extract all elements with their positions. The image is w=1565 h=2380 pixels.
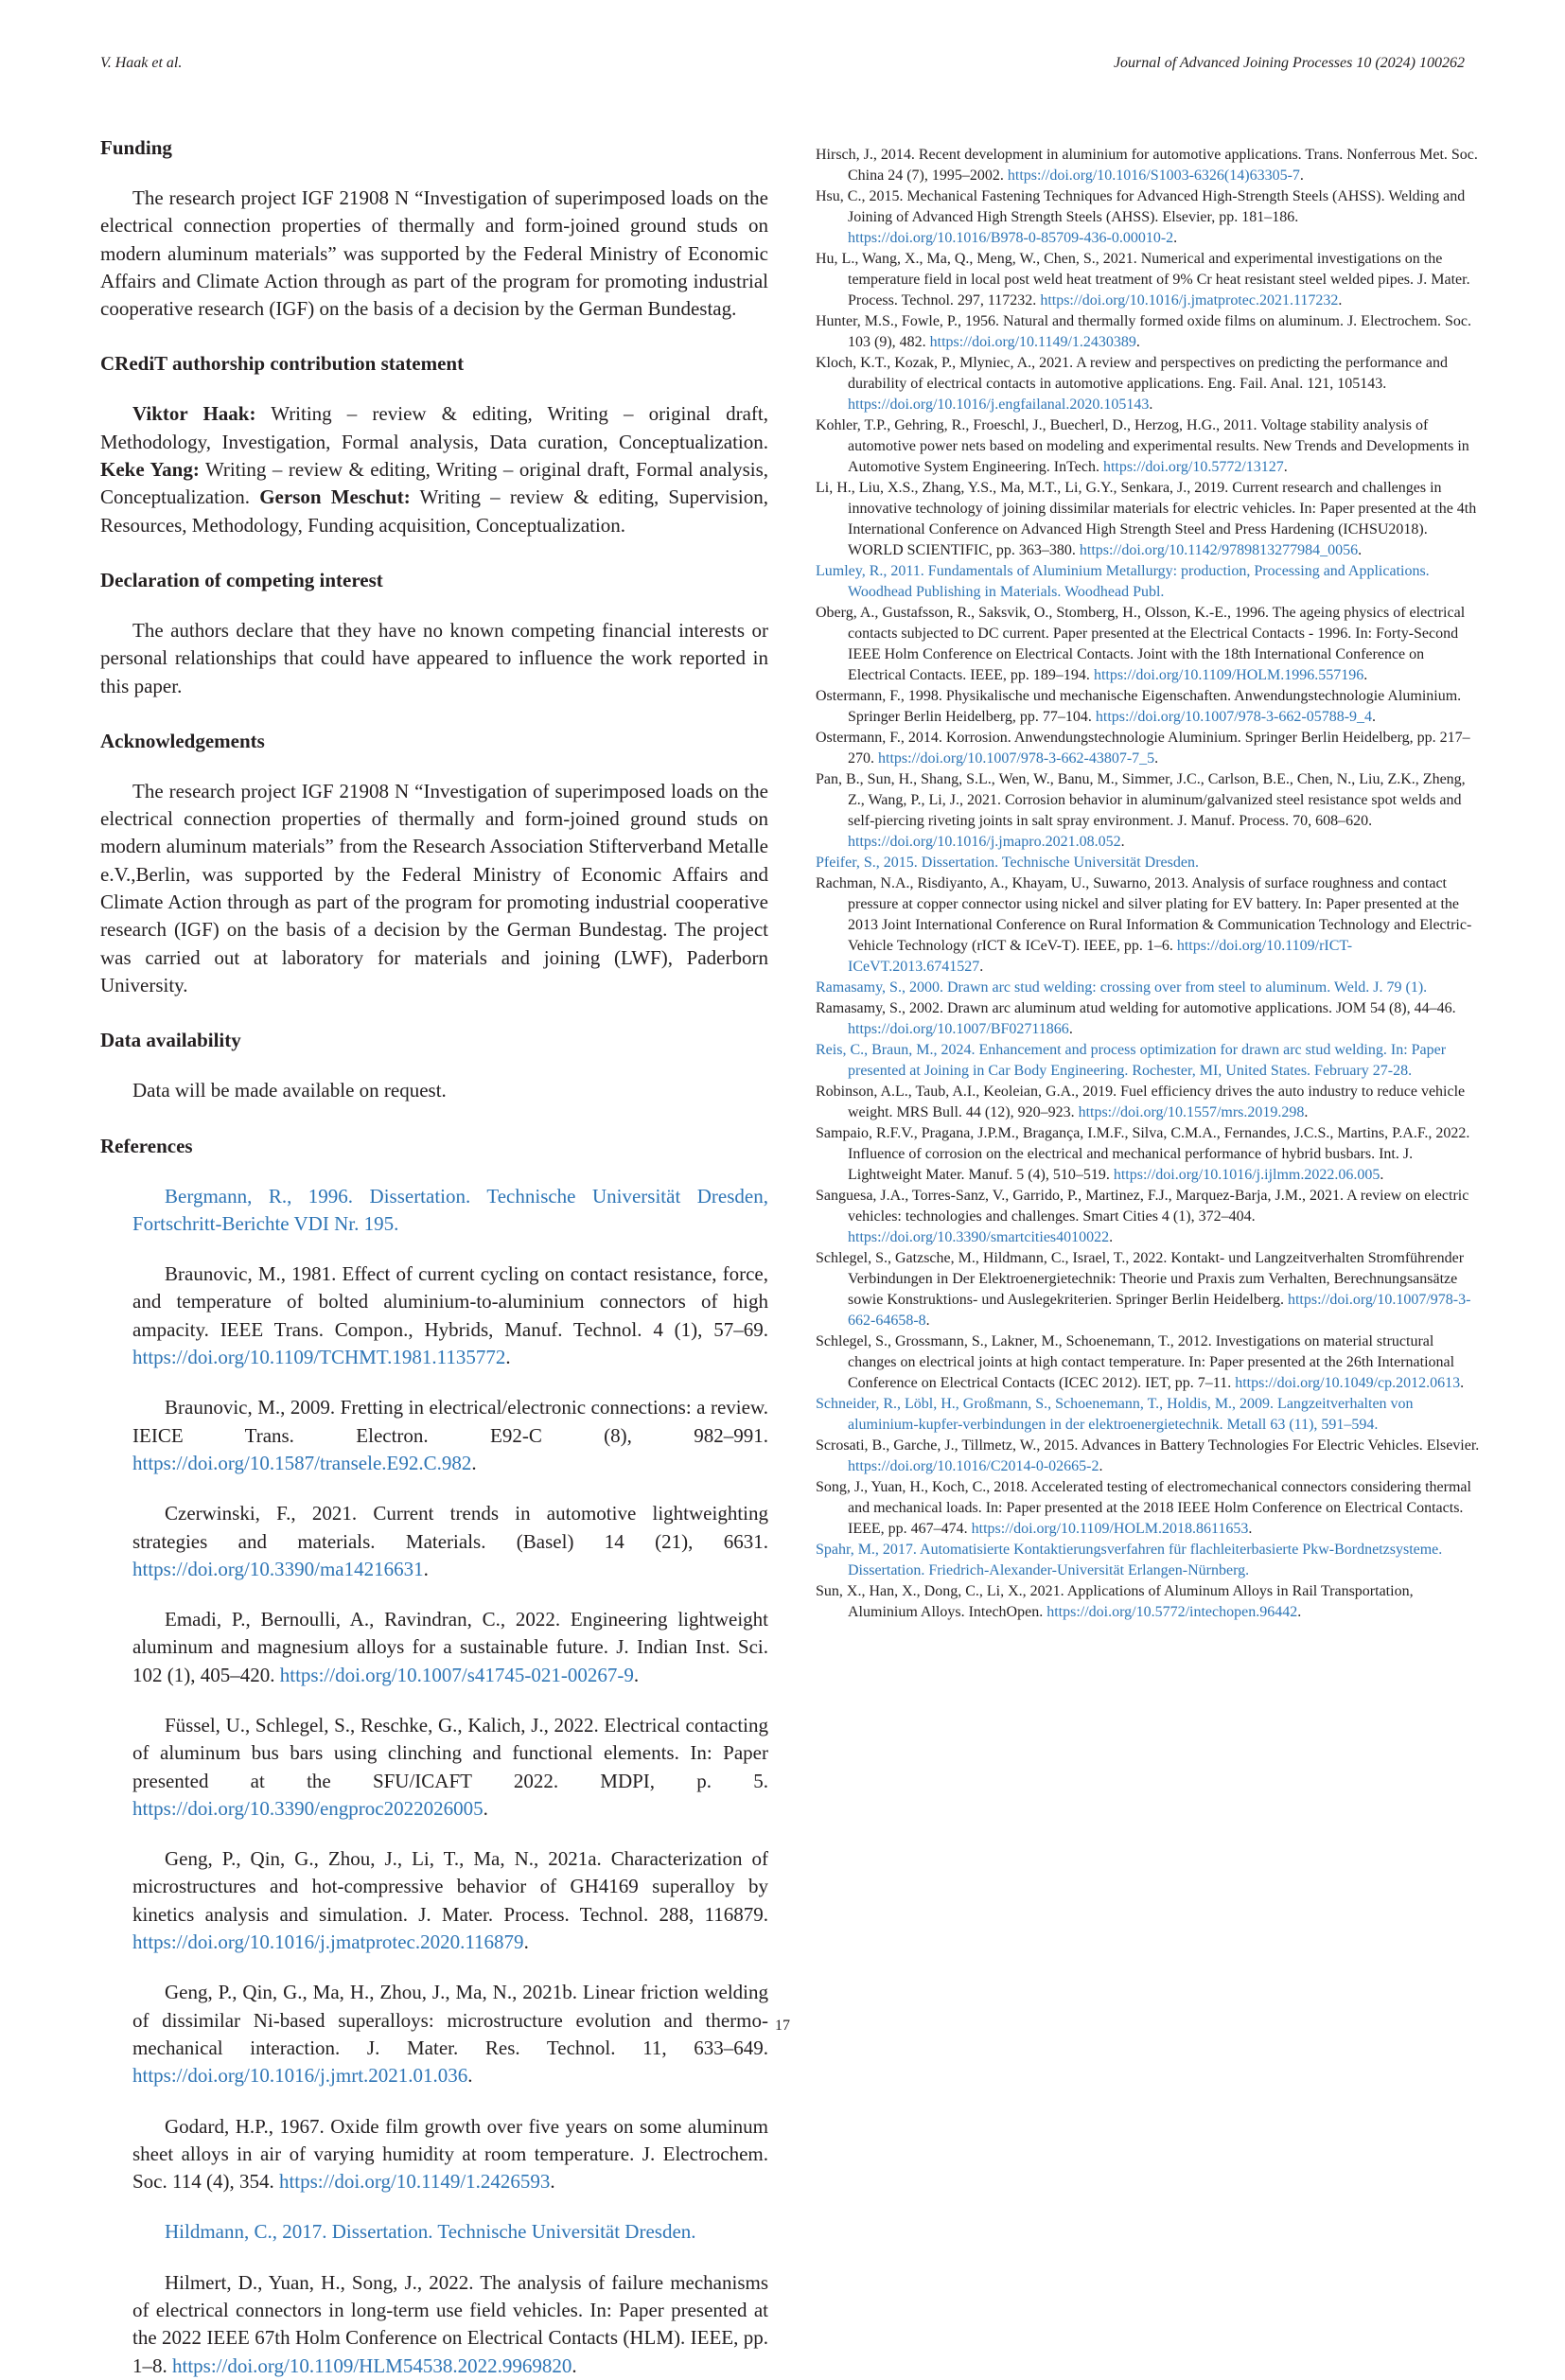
reference-doi-link[interactable]: https://doi.org/10.1049/cp.2012.0613 xyxy=(1235,1375,1461,1391)
reference-text: Füssel, U., Schlegel, S., Reschke, G., Kalich, J., 2022. Electrical contacting of aluminum bus bars using clinching and functional elements. In: Paper presented at the SFU/ICAFT 2022. MDPI, p. 5. xyxy=(132,1713,768,1792)
reference-item: Ostermann, F., 1998. Physikalische und mechanische Eigenschaften. Anwendungstechnologie Aluminium. Springer Berlin Heidelberg, pp. 77–104. https://doi.org/10.1007/978-3-662-05788-9_4. xyxy=(816,688,1462,725)
reference-text: Hildmann, C., 2017. Dissertation. Technische Universität Dresden. xyxy=(165,2220,696,2244)
reference-doi-link[interactable]: https://doi.org/10.1149/1.2430389 xyxy=(929,334,1136,350)
reference-doi-link[interactable]: https://doi.org/10.1007/978-3-662-43807-7_5 xyxy=(878,750,1155,767)
reference-doi-link[interactable]: https://doi.org/10.1109/TCHMT.1981.1135772 xyxy=(132,1346,506,1369)
reference-doi-link[interactable]: https://doi.org/10.1109/HOLM.2018.8611653 xyxy=(971,1521,1249,1537)
reference-doi-link[interactable]: https://doi.org/10.1557/mrs.2019.298 xyxy=(1078,1104,1305,1120)
reference-item: Ostermann, F., 2014. Korrosion. Anwendungstechnologie Aluminium. Springer Berlin Heidelberg, pp. 217–270. https://doi.org/10.1007/978-3-662-43807-7_5. xyxy=(816,730,1470,767)
author-roles-meschut: Writing – review & editing, Supervision, Resources, Methodology, Funding acquisition, Conceptualization. xyxy=(100,485,768,537)
reference-item: Song, J., Yuan, H., Koch, C., 2018. Accelerated testing of electromechanical connectors considering thermal and mechanical loads. In: Paper presented at the 2018 IEEE Holm Conference on Electrical Contacts. IEEE, pp. 467–474. https://doi.org/10.1109/HOLM.2018.8611653. xyxy=(816,1479,1471,1537)
reference-text: Rachman, N.A., Risdiyanto, A., Khayam, U., Suwarno, 2013. Analysis of surface roughness and contact pressure at copper connector using nickel and silver plating for EV battery. In: Paper presented at the 2013 Joint International Conference on Rural Information & Communication Technology and Electric-Vehicle Technology (rICT & ICeV-T). IEEE, pp. 1–6. xyxy=(816,875,1472,954)
reference-item: Sampaio, R.F.V., Pragana, J.P.M., Bragança, I.M.F., Silva, C.M.A., Fernandes, J.C.S., Martins, P.A.F., 2022. Influence of corrosion on the electrical and mechanical performance of hybrid busbars. Int. J. Lightweight Mater. Manuf. 5 (4), 510–519. https://doi.org/10.1016/j.ijlmm.2022.06.005. xyxy=(816,1125,1470,1183)
reference-text: Pfeifer, S., 2015. Dissertation. Technische Universität Dresden. xyxy=(816,855,1199,871)
competing-interest-heading: Declaration of competing interest xyxy=(100,568,383,591)
reference-text: Reis, C., Braun, M., 2024. Enhancement and process optimization for drawn arc stud welding. In: Paper presented at Joining in Car Body Engineering. Rochester, MI, United States. February 27-28. xyxy=(816,1042,1447,1079)
reference-doi-link[interactable]: https://doi.org/10.1007/s41745-021-00267-9 xyxy=(279,1663,634,1686)
acknowledgements-heading: Acknowledgements xyxy=(100,729,265,752)
reference-text: Godard, H.P., 1967. Oxide film growth over five years on some aluminum sheet alloys in air of varying humidity at room temperature. J. Electrochem. Soc. 114 (4), 354. xyxy=(132,2114,768,2194)
reference-item: Czerwinski, F., 2021. Current trends in automotive lightweighting strategies and materials. Materials. (Basel) 14 (21), 6631. https://doi.org/10.3390/ma14216631. xyxy=(132,1502,768,1580)
reference-text: Spahr, M., 2017. Automatisierte Kontaktierungsverfahren für flachleiterbasierte Pkw-Bordnetzsysteme. Dissertation. Friedrich-Alexander-Universität Erlangen-Nürnberg. xyxy=(816,1542,1443,1578)
reference-doi-link[interactable]: https://doi.org/10.1016/B978-0-85709-436-0.00010-2 xyxy=(848,230,1174,246)
reference-item: Pan, B., Sun, H., Shang, S.L., Wen, W., Banu, M., Simmer, J.C., Carlson, B.E., Chen, N., Liu, Z.K., Zheng, Z., Wang, P., Li, J., 2021. Corrosion behavior in aluminum/galvanized steel resistance spot welds and self-piercing riveting joints in salt spray environment. J. Manuf. Process. 70, 608–620. https://doi.org/10.1016/j.jmapro.2021.08.052. xyxy=(816,771,1466,850)
competing-interest-text: The authors declare that they have no known competing financial interests or personal relationships that could have appeared to influence the work reported in this paper. xyxy=(100,618,768,697)
reference-doi-link[interactable]: https://doi.org/10.1109/rICT-ICeVT.2013.6741527 xyxy=(848,938,1353,975)
acknowledgements-section xyxy=(100,728,768,999)
reference-doi-link[interactable]: https://doi.org/10.1016/C2014-0-02665-2 xyxy=(848,1458,1099,1474)
reference-doi-link[interactable]: https://doi.org/10.3390/engproc2022026005 xyxy=(132,1796,484,1820)
reference-item[interactable] xyxy=(816,1040,1482,1082)
reference-text: Ramasamy, S., 2000. Drawn arc stud welding: crossing over from steel to aluminum. Weld. J. 79 (1). xyxy=(816,979,1428,996)
reference-doi-link[interactable]: https://doi.org/10.3390/ma14216631 xyxy=(132,1557,424,1580)
reference-text: Hunter, M.S., Fowle, P., 1956. Natural and thermally formed oxide films on aluminum. J. Electrochem. Soc. 103 (9), 482. xyxy=(816,313,1472,350)
reference-text: Sampaio, R.F.V., Pragana, J.P.M., Bragança, I.M.F., Silva, C.M.A., Fernandes, J.C.S., Martins, P.A.F., 2022. Influence of corrosion on the electrical and mechanical performance of hybrid busbars. Int. J. Lightweight Mater. Manuf. 5 (4), 510–519. xyxy=(816,1125,1470,1183)
left-column xyxy=(100,134,768,2380)
data-availability-section xyxy=(100,1027,768,1104)
reference-doi-link[interactable]: https://doi.org/10.1016/j.jmapro.2021.08.052 xyxy=(848,834,1121,850)
references-list-left xyxy=(100,1183,768,2380)
reference-item[interactable] xyxy=(100,2218,768,2246)
reference-text: Robinson, A.L., Taub, A.I., Keoleian, G.A., 2019. Fuel efficiency drives the auto industry to reduce vehicle weight. MRS Bull. 44 (12), 920–923. xyxy=(816,1084,1466,1120)
reference-text: Hirsch, J., 2014. Recent development in aluminium for automotive applications. Trans. Nonferrous Met. Soc. China 24 (7), 1995–2002. xyxy=(816,147,1478,184)
reference-item: Kloch, K.T., Kozak, P., Mlyniec, A., 2021. A review and perspectives on predicting the performance and durability of electrical contacts in automotive applications. Eng. Fail. Anal. 121, 105143. https://doi.org/10.1016/j.engfailanal.2020.105143. xyxy=(816,355,1448,413)
reference-item: Geng, P., Qin, G., Zhou, J., Li, T., Ma, N., 2021a. Characterization of microstructures and hot-compressive behavior of GH4169 superalloy by kinetics analysis and simulation. J. Mater. Process. Technol. 288, 116879. https://doi.org/10.1016/j.jmatprotec.2020.116879. xyxy=(132,1847,768,1954)
reference-doi-link[interactable]: https://doi.org/10.1109/HOLM.1996.557196 xyxy=(1093,667,1364,683)
reference-doi-link[interactable]: https://doi.org/10.1587/transele.E92.C.982 xyxy=(132,1451,472,1474)
reference-item[interactable] xyxy=(816,1394,1482,1436)
author-roles-haak: Writing – review & editing, Writing – original draft, Methodology, Investigation, Formal analysis, Data curation, Conceptualization. xyxy=(100,402,768,453)
reference-text: Czerwinski, F., 2021. Current trends in automotive lightweighting strategies and materials. Materials. (Basel) 14 (21), 6631. xyxy=(132,1502,768,1553)
reference-item: Rachman, N.A., Risdiyanto, A., Khayam, U., Suwarno, 2013. Analysis of surface roughness and contact pressure at copper connector using nickel and silver plating for EV battery. In: Paper presented at the 2013 Joint International Conference on Rural Information & Communication Technology and Electric-Vehicle Technology (rICT & ICeV-T). IEEE, pp. 1–6. https://doi.org/10.1109/rICT-ICeVT.2013.6741527. xyxy=(816,875,1472,975)
reference-text: Sun, X., Han, X., Dong, C., Li, X., 2021. Applications of Aluminum Alloys in Rail Transportation, Aluminium Alloys. IntechOpen. xyxy=(816,1583,1414,1620)
author-roles-yang: Writing – review & editing, Writing – original draft, Formal analysis, Conceptualization. xyxy=(100,458,769,509)
reference-item: Sanguesa, J.A., Torres-Sanz, V., Garrido, P., Martinez, F.J., Marquez-Barja, J.M., 2021. A review on electric vehicles: technologies and challenges. Smart Cities 4 (1), 372–404. https://doi.org/10.3390/smartcities4010022. xyxy=(816,1188,1469,1245)
reference-text: Sanguesa, J.A., Torres-Sanz, V., Garrido, P., Martinez, F.J., Marquez-Barja, J.M., 2021. A review on electric vehicles: technologies and challenges. Smart Cities 4 (1), 372–404. xyxy=(816,1188,1469,1225)
reference-doi-link[interactable]: https://doi.org/10.1007/BF02711866 xyxy=(848,1021,1069,1037)
reference-item: Oberg, A., Gustafsson, R., Saksvik, O., Stomberg, H., Olsson, K.-E., 1996. The ageing physics of electrical contacts subjected to DC current. Paper presented at the Electrical Contacts - 1996. In: Forty-Second IEEE Holm Conference on Electrical Contacts. Joint with the 18th International Conference on Electrical Contacts. IEEE, pp. 189–194. https://doi.org/10.1109/HOLM.1996.557196. xyxy=(816,605,1466,683)
reference-item: Geng, P., Qin, G., Ma, H., Zhou, J., Ma, N., 2021b. Linear friction welding of dissimilar Ni-based superalloys: microstructure evolution and thermo-mechanical interaction. J. Mater. Res. Technol. 11, 633–649. https://doi.org/10.1016/j.jmrt.2021.01.036. xyxy=(132,1981,768,2088)
references-section xyxy=(100,1133,768,2380)
reference-text: Braunovic, M., 2009. Fretting in electrical/electronic connections: a review. IEICE Trans. Electron. E92-C (8), 982–991. xyxy=(132,1396,768,1447)
reference-text: Oberg, A., Gustafsson, R., Saksvik, O., Stomberg, H., Olsson, K.-E., 1996. The ageing physics of electrical contacts subjected to DC current. Paper presented at the Electrical Contacts - 1996. In: Forty-Second IEEE Holm Conference on Electrical Contacts. Joint with the 18th International Conference on Electrical Contacts. IEEE, pp. 189–194. xyxy=(816,605,1466,683)
reference-text: Song, J., Yuan, H., Koch, C., 2018. Accelerated testing of electromechanical connectors considering thermal and mechanical loads. In: Paper presented at the 2018 IEEE Holm Conference on Electrical Contacts. IEEE, pp. 467–474. xyxy=(816,1479,1471,1537)
reference-item: Schlegel, S., Grossmann, S., Lakner, M., Schoenemann, T., 2012. Investigations on material structural changes on electrical joints at high contact temperature. In: Paper presented at the 26th International Conference on Electrical Contacts (ICEC 2012). IET, pp. 7–11. https://doi.org/10.1049/cp.2012.0613. xyxy=(816,1333,1465,1391)
reference-doi-link[interactable]: https://doi.org/10.1016/j.jmatprotec.2020.116879 xyxy=(132,1930,524,1954)
reference-text: Kloch, K.T., Kozak, P., Mlyniec, A., 2021. A review and perspectives on predicting the performance and durability of electrical contacts in automotive applications. Eng. Fail. Anal. 121, 105143. xyxy=(816,355,1448,392)
reference-item: Hirsch, J., 2014. Recent development in aluminium for automotive applications. Trans. Nonferrous Met. Soc. China 24 (7), 1995–2002. https://doi.org/10.1016/S1003-6326(14)63305-7. xyxy=(816,147,1478,184)
reference-item: Schlegel, S., Gatzsche, M., Hildmann, C., Israel, T., 2022. Kontakt- und Langzeitverhalten Stromführender Verbindungen in Der Elektroenergietechnik: Theorie und Praxis zum Verhalten, Berechnungsansätze sowie Konstruktions- und Auslegekriterien. Springer Berlin Heidelberg. https://doi.org/10.1007/978-3-662-64658-8. xyxy=(816,1250,1471,1329)
reference-item: Hunter, M.S., Fowle, P., 1956. Natural and thermally formed oxide films on aluminum. J. Electrochem. Soc. 103 (9), 482. https://doi.org/10.1149/1.2430389. xyxy=(816,313,1472,350)
author-name-haak: Viktor Haak: xyxy=(132,402,256,426)
reference-item: Godard, H.P., 1967. Oxide film growth over five years on some aluminum sheet alloys in air of varying humidity at room temperature. J. Electrochem. Soc. 114 (4), 354. https://doi.org/10.1149/1.2426593. xyxy=(132,2114,768,2194)
reference-text: Schlegel, S., Gatzsche, M., Hildmann, C., Israel, T., 2022. Kontakt- und Langzeitverhalten Stromführender Verbindungen in Der Elektroenergietechnik: Theorie und Praxis zum Verhalten, Berechnungsansätze sowie Konstruktions- und Auslegekriterien. Springer Berlin Heidelberg. xyxy=(816,1250,1465,1308)
reference-text: Ostermann, F., 1998. Physikalische und mechanische Eigenschaften. Anwendungstechnologie Aluminium. Springer Berlin Heidelberg, pp. 77–104. xyxy=(816,688,1462,725)
right-column xyxy=(816,145,1482,1623)
reference-item: Emadi, P., Bernoulli, A., Ravindran, C., 2022. Engineering lightweight aluminum and magnesium alloys for a sustainable future. J. Indian Inst. Sci. 102 (1), 405–420. https://doi.org/10.1007/s41745-021-00267-9. xyxy=(132,1608,768,1686)
reference-item: Hsu, C., 2015. Mechanical Fastening Techniques for Advanced High-Strength Steels (AHSS). Welding and Joining of Advanced High Strength Steels (AHSS). Elsevier, pp. 181–186. https://doi.org/10.1016/B978-0-85709-436-0.00010-2. xyxy=(816,188,1466,246)
credit-text xyxy=(100,400,768,538)
reference-doi-link[interactable]: https://doi.org/10.1007/978-3-662-05788-9_4 xyxy=(1095,709,1373,725)
credit-section xyxy=(100,350,768,538)
reference-item: Scrosati, B., Garche, J., Tillmetz, W., 2015. Advances in Battery Technologies For Electric Vehicles. Elsevier. https://doi.org/10.1016/C2014-0-02665-2. xyxy=(816,1437,1480,1474)
acknowledgements-text: The research project IGF 21908 N “Investigation of superimposed loads on the electrical connection properties of thermally and form-joined ground studs on modern aluminum materials” from the Research Association Stifterverband Metalle e.V.,Berlin, was supported by the Federal Ministry of Economic Affairs and Climate Action through as part of the program for promoting industrial cooperative research (IGF) on the basis of a decision by the German Bundestag. The project was carried out at laboratory for materials and joining (LWF), Paderborn University. xyxy=(100,779,768,996)
reference-item[interactable] xyxy=(816,853,1482,873)
credit-heading: CRediT authorship contribution statement xyxy=(100,352,465,376)
reference-text: Schneider, R., Löbl, H., Großmann, S., Schoenemann, T., Holdis, M., 2009. Langzeitverhalten von aluminium-kupfer-verbindungen in der elektroenergietechnik. Metall 63 (11), 591–594. xyxy=(816,1396,1414,1433)
reference-text: Li, H., Liu, X.S., Zhang, Y.S., Ma, M.T., Li, G.Y., Senkara, J., 2019. Current research and challenges in innovative technology of joining dissimilar materials for electric vehicles. In: Paper presented at the 4th International Conference on Advanced High Strength Steel and Press Hardening (ICHSU2018). WORLD SCIENTIFIC, pp. 363–380. xyxy=(816,480,1477,558)
reference-text: Schlegel, S., Grossmann, S., Lakner, M., Schoenemann, T., 2012. Investigations on material structural changes on electrical joints at high contact temperature. In: Paper presented at the 26th International Conference on Electrical Contacts (ICEC 2012). IET, pp. 7–11. xyxy=(816,1333,1455,1391)
reference-doi-link[interactable]: https://doi.org/10.1016/j.ijlmm.2022.06.005 xyxy=(1113,1167,1380,1183)
reference-item: Li, H., Liu, X.S., Zhang, Y.S., Ma, M.T., Li, G.Y., Senkara, J., 2019. Current research and challenges in innovative technology of joining dissimilar materials for electric vehicles. In: Paper presented at the 4th International Conference on Advanced High Strength Steel and Press Hardening (ICHSU2018). WORLD SCIENTIFIC, pp. 363–380. https://doi.org/10.1142/9789813277984_0056. xyxy=(816,480,1477,558)
reference-text: Geng, P., Qin, G., Ma, H., Zhou, J., Ma, N., 2021b. Linear friction welding of dissimilar Ni-based superalloys: microstructure evolution and thermo-mechanical interaction. J. Mater. Res. Technol. 11, 633–649. xyxy=(132,1981,768,2059)
reference-doi-link[interactable]: https://doi.org/10.3390/smartcities4010022 xyxy=(848,1229,1110,1245)
reference-text: Pan, B., Sun, H., Shang, S.L., Wen, W., Banu, M., Simmer, J.C., Carlson, B.E., Chen, N., Liu, Z.K., Zheng, Z., Wang, P., Li, J., 2021. Corrosion behavior in aluminum/galvanized steel resistance spot welds and self-piercing riveting joints in salt spray environment. J. Manuf. Process. 70, 608–620. xyxy=(816,771,1466,829)
reference-doi-link[interactable]: https://doi.org/10.1016/S1003-6326(14)63305-7 xyxy=(1007,167,1300,184)
reference-doi-link[interactable]: https://doi.org/10.1149/1.2426593 xyxy=(278,2170,551,2194)
reference-text: Hu, L., Wang, X., Ma, Q., Meng, W., Chen, S., 2021. Numerical and experimental investigations on the temperature field in local post weld heat treatment of 9% Cr heat resistant steel welded pipes. J. Mater. Process. Technol. 297, 117232. xyxy=(816,251,1470,309)
reference-text: Hilmert, D., Yuan, H., Song, J., 2022. The analysis of failure mechanisms of electrical connectors in long-term use field vehicles. In: Paper presented at the 2022 IEEE 67th Holm Conference on Electrical Contacts (HLM). IEEE, pp. 1–8. xyxy=(132,2270,768,2377)
reference-doi-link[interactable]: https://doi.org/10.1007/978-3-662-64658-8 xyxy=(848,1292,1471,1329)
reference-item: Braunovic, M., 2009. Fretting in electrical/electronic connections: a review. IEICE Trans. Electron. E92-C (8), 982–991. https://doi.org/10.1587/transele.E92.C.982. xyxy=(132,1396,768,1474)
competing-interest-section xyxy=(100,567,768,700)
references-list-right xyxy=(816,145,1482,1623)
reference-item: Kohler, T.P., Gehring, R., Froeschl, J., Buecherl, D., Herzog, H.G., 2011. Voltage stability analysis of automotive power nets based on modeling and experimental results. New Trends and Developments in Automotive System Engineering. InTech. https://doi.org/10.5772/13127. xyxy=(816,417,1469,475)
reference-item[interactable] xyxy=(816,561,1482,603)
reference-text: Emadi, P., Bernoulli, A., Ravindran, C., 2022. Engineering lightweight aluminum and magnesium alloys for a sustainable future. J. Indian Inst. Sci. 102 (1), 405–420. xyxy=(132,1608,768,1686)
reference-item[interactable] xyxy=(816,978,1482,998)
page-number: 17 xyxy=(775,2018,790,2034)
reference-text: Ramasamy, S., 2002. Drawn arc aluminum atud welding for automotive applications. JOM 54 (8), 44–46. xyxy=(816,1000,1456,1016)
reference-doi-link[interactable]: https://doi.org/10.1016/j.jmrt.2021.01.036 xyxy=(132,2064,468,2088)
data-availability-text: Data will be made available on request. xyxy=(132,1079,447,1102)
reference-text: Lumley, R., 2011. Fundamentals of Aluminium Metallurgy: production, Processing and Applications. Woodhead Publishing in Materials. Woodhead Publ. xyxy=(816,563,1430,600)
reference-doi-link[interactable]: https://doi.org/10.5772/intechopen.96442 xyxy=(1046,1604,1298,1620)
funding-heading: Funding xyxy=(100,136,172,159)
references-heading: References xyxy=(100,1134,193,1157)
reference-text: Hsu, C., 2015. Mechanical Fastening Techniques for Advanced High-Strength Steels (AHSS). Welding and Joining of Advanced High Strength Steels (AHSS). Elsevier, pp. 181–186. xyxy=(816,188,1466,225)
reference-item: Hilmert, D., Yuan, H., Song, J., 2022. The analysis of failure mechanisms of electrical connectors in long-term use field vehicles. In: Paper presented at the 2022 IEEE 67th Holm Conference on Electrical Contacts (HLM). IEEE, pp. 1–8. https://doi.org/10.1109/HLM54538.2022.9969820. xyxy=(132,2270,768,2377)
author-name-yang: Keke Yang: xyxy=(100,458,200,482)
running-header-journal: Journal of Advanced Joining Processes 10 (2024) 100262 xyxy=(1113,55,1465,71)
funding-text: The research project IGF 21908 N “Investigation of superimposed loads on the electrical connection properties of thermally and form-joined ground studs on modern aluminum materials” was supported by the Federal Ministry of Economic Affairs and Climate Action through as part of the program for promoting industrial cooperative research (IGF) on the basis of a decision by the German Bundestag. xyxy=(100,186,768,321)
reference-item: Ramasamy, S., 2002. Drawn arc aluminum atud welding for automotive applications. JOM 54 (8), 44–46. https://doi.org/10.1007/BF02711866. xyxy=(816,1000,1456,1037)
reference-text: Ostermann, F., 2014. Korrosion. Anwendungstechnologie Aluminium. Springer Berlin Heidelberg, pp. 217–270. xyxy=(816,730,1470,767)
reference-item: Hu, L., Wang, X., Ma, Q., Meng, W., Chen, S., 2021. Numerical and experimental investigations on the temperature field in local post weld heat treatment of 9% Cr heat resistant steel welded pipes. J. Mater. Process. Technol. 297, 117232. https://doi.org/10.1016/j.jmatprotec.2021.117232. xyxy=(816,251,1470,309)
reference-item[interactable] xyxy=(816,1540,1482,1581)
reference-text: Scrosati, B., Garche, J., Tillmetz, W., 2015. Advances in Battery Technologies For Electric Vehicles. Elsevier. xyxy=(816,1437,1480,1454)
reference-item: Sun, X., Han, X., Dong, C., Li, X., 2021. Applications of Aluminum Alloys in Rail Transportation, Aluminium Alloys. IntechOpen. https://doi.org/10.5772/intechopen.96442. xyxy=(816,1583,1414,1620)
reference-item: Füssel, U., Schlegel, S., Reschke, G., Kalich, J., 2022. Electrical contacting of aluminum bus bars using clinching and functional elements. In: Paper presented at the SFU/ICAFT 2022. MDPI, p. 5. https://doi.org/10.3390/engproc2022026005. xyxy=(132,1713,768,1820)
reference-item: Braunovic, M., 1981. Effect of current cycling on contact resistance, force, and temperature of bolted aluminium-to-aluminium connectors of high ampacity. IEEE Trans. Compon., Hybrids, Manuf. Technol. 4 (1), 57–69. https://doi.org/10.1109/TCHMT.1981.1135772. xyxy=(132,1262,768,1369)
reference-text: Geng, P., Qin, G., Zhou, J., Li, T., Ma, N., 2021a. Characterization of microstructures and hot-compressive behavior of GH4169 superalloy by kinetics analysis and simulation. J. Mater. Process. Technol. 288, 116879. xyxy=(132,1847,768,1926)
data-availability-heading: Data availability xyxy=(100,1029,241,1052)
reference-doi-link[interactable]: https://doi.org/10.1109/HLM54538.2022.9969820 xyxy=(172,2354,572,2377)
reference-doi-link[interactable]: https://doi.org/10.1016/j.engfailanal.2020.105143 xyxy=(848,397,1150,413)
reference-doi-link[interactable]: https://doi.org/10.1142/9789813277984_0056 xyxy=(1079,542,1359,558)
reference-doi-link[interactable]: https://doi.org/10.5772/13127 xyxy=(1102,459,1284,475)
funding-section xyxy=(100,134,768,323)
reference-item[interactable] xyxy=(100,1183,768,1239)
reference-text: Kohler, T.P., Gehring, R., Froeschl, J., Buecherl, D., Herzog, H.G., 2011. Voltage stability analysis of automotive power nets based on modeling and experimental results. New Trends and Developments in Automotive System Engineering. InTech. xyxy=(816,417,1469,475)
reference-item: Robinson, A.L., Taub, A.I., Keoleian, G.A., 2019. Fuel efficiency drives the auto industry to reduce vehicle weight. MRS Bull. 44 (12), 920–923. https://doi.org/10.1557/mrs.2019.298. xyxy=(816,1084,1466,1120)
running-header-author: V. Haak et al. xyxy=(100,55,183,71)
reference-doi-link[interactable]: https://doi.org/10.1016/j.jmatprotec.2021.117232 xyxy=(1040,292,1339,309)
reference-text: Braunovic, M., 1981. Effect of current cycling on contact resistance, force, and temperature of bolted aluminium-to-aluminium connectors of high ampacity. IEEE Trans. Compon., Hybrids, Manuf. Technol. 4 (1), 57–69. xyxy=(132,1262,768,1341)
reference-text: Bergmann, R., 1996. Dissertation. Technische Universität Dresden, Fortschritt-Berichte VDI Nr. 195. xyxy=(132,1184,768,1235)
author-name-meschut: Gerson Meschut: xyxy=(259,485,411,509)
